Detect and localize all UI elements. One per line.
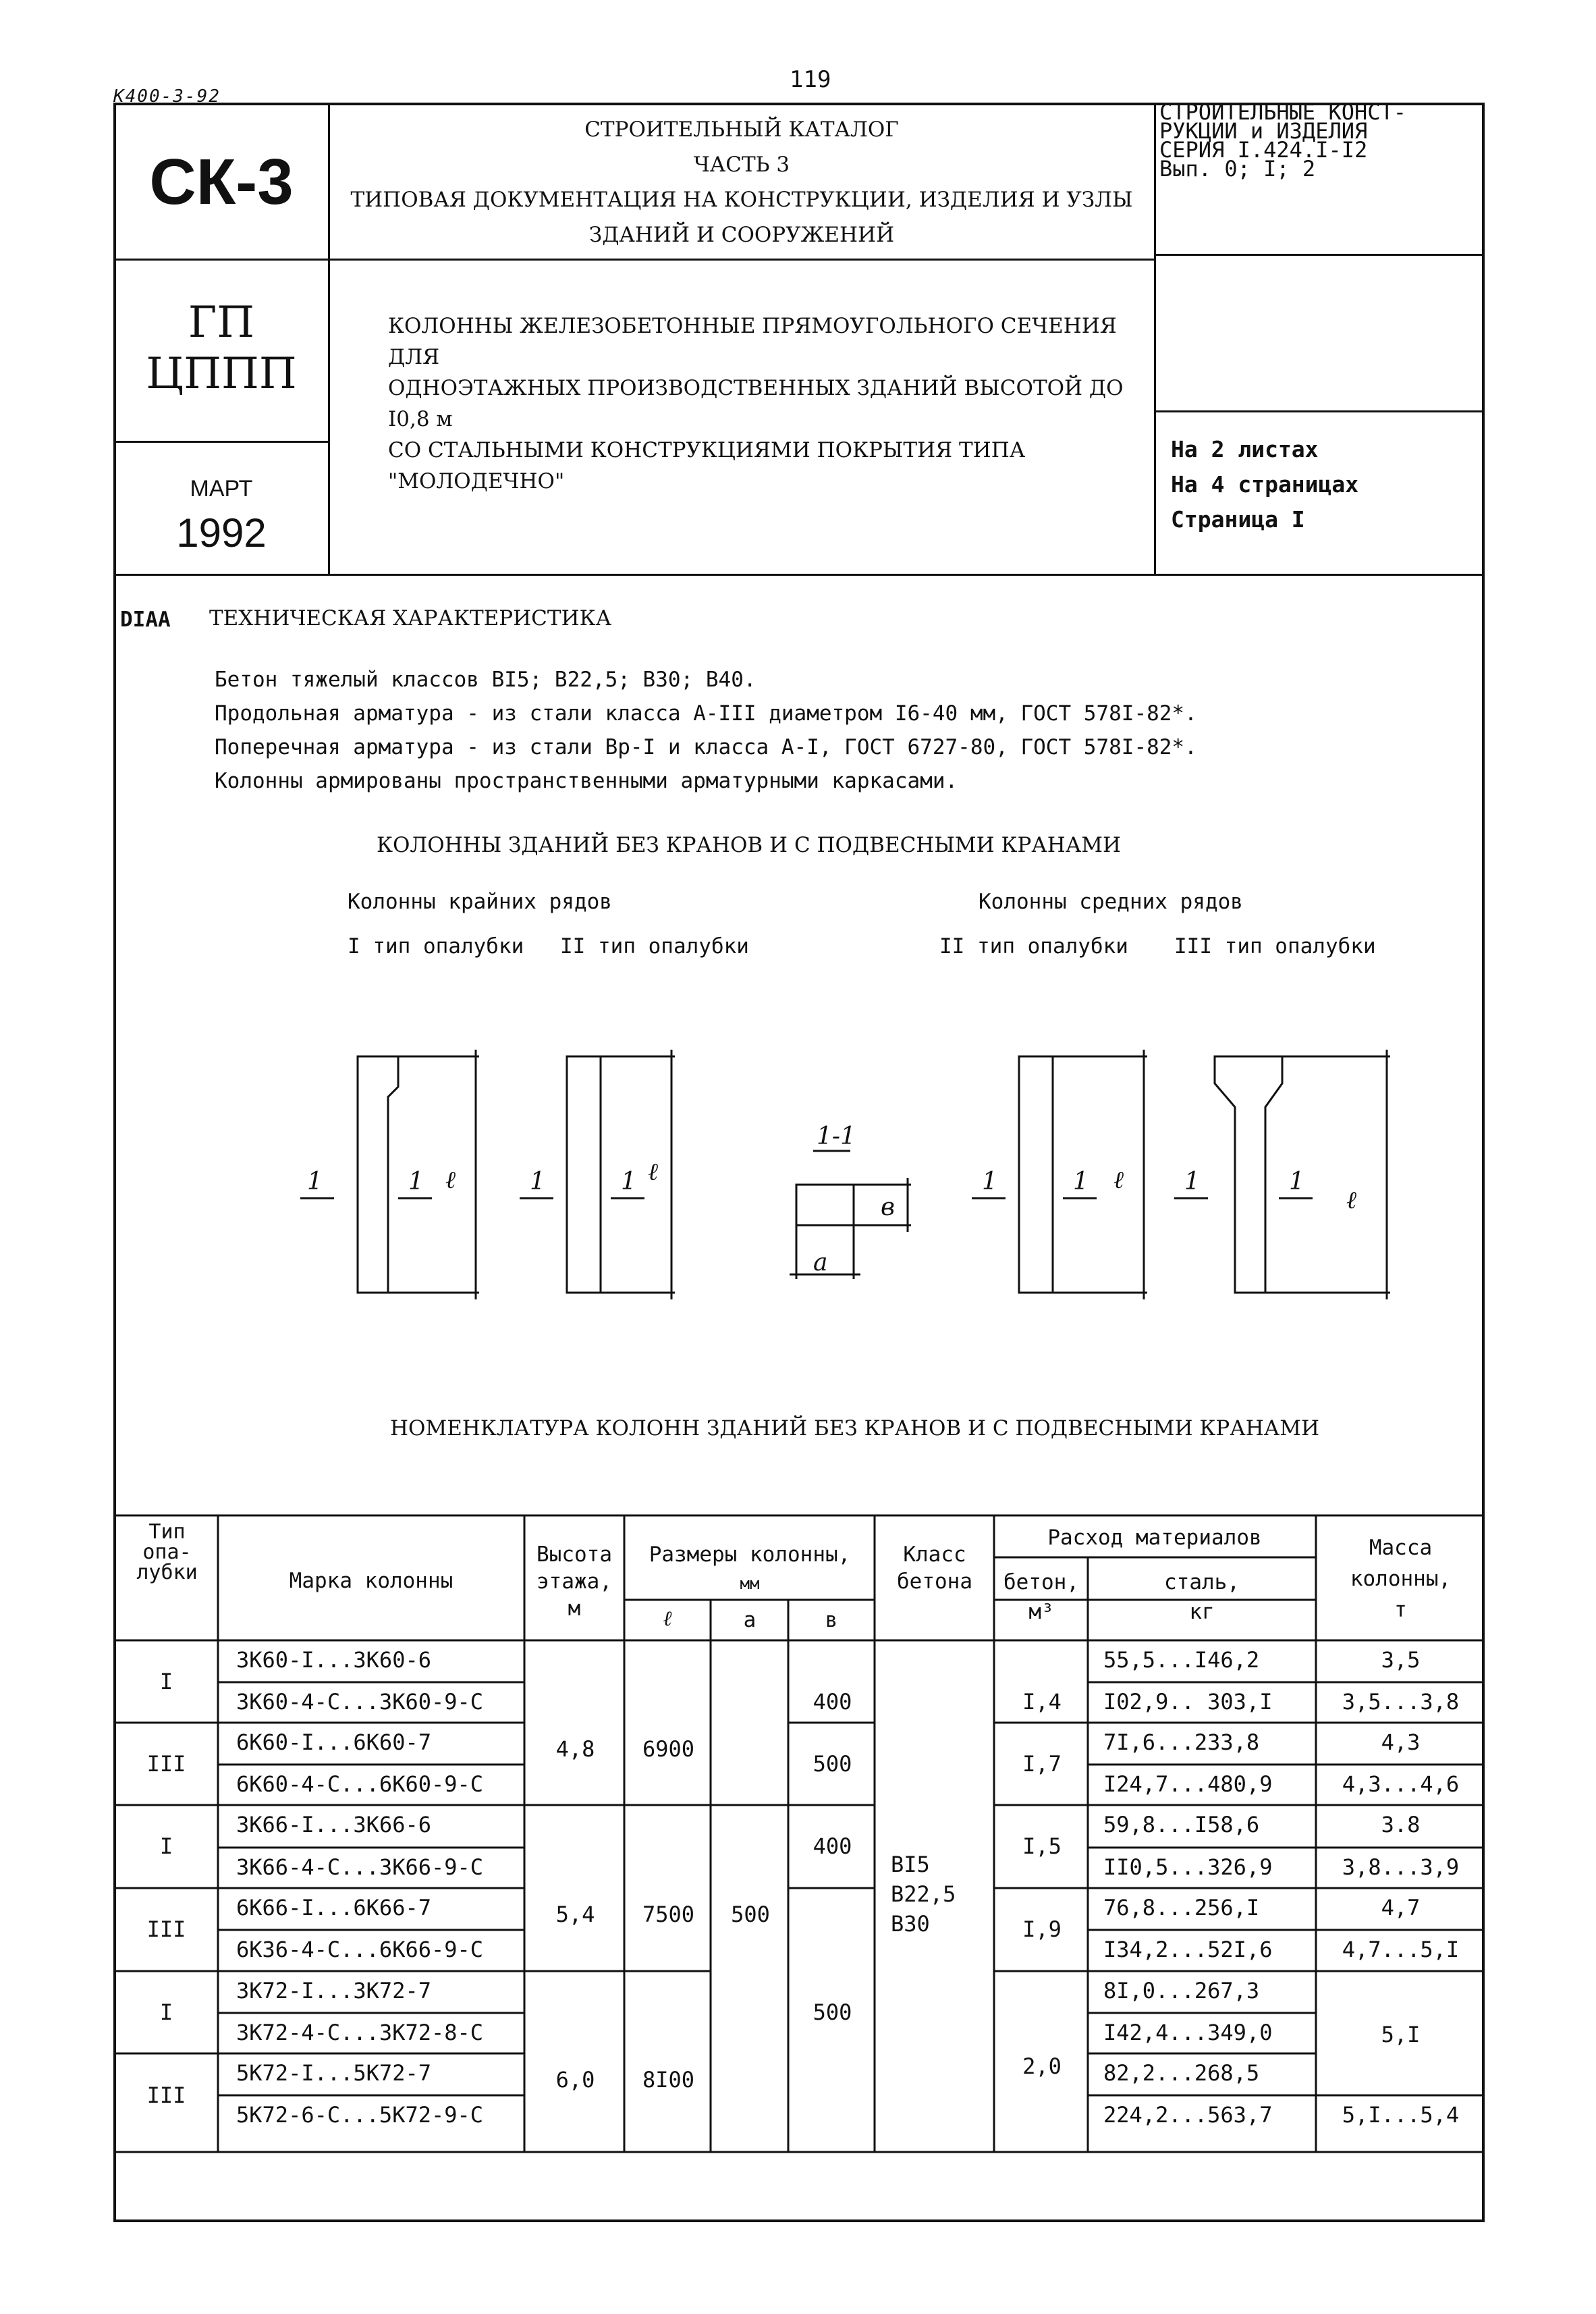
cell-mark: 3К66-4-С...3К66-9-С — [236, 1854, 484, 1880]
cell-steel: I24,7...480,9 — [1103, 1771, 1273, 1797]
cell-height: 4,8 — [555, 1736, 595, 1762]
date-month: МАРТ — [190, 476, 253, 502]
cell-mass-merged: 5,I — [1381, 2022, 1421, 2047]
cell-steel: 76,8...256,I — [1103, 1895, 1260, 1920]
page-number: 119 — [790, 66, 831, 93]
cell-type: III — [146, 2082, 186, 2108]
cell-mass: 4,7...5,I — [1342, 1937, 1460, 1962]
cell-type: I — [159, 1833, 173, 1859]
section-title: ТЕХНИЧЕСКАЯ ХАРАКТЕРИСТИКА — [209, 606, 612, 630]
cell-steel: 55,5...I46,2 — [1103, 1647, 1260, 1673]
cell-mark: 6К60-I...6К60-7 — [236, 1729, 431, 1755]
document-code: К400-3-92 — [113, 86, 221, 107]
cell-length: 6900 — [642, 1736, 695, 1762]
cell-mass: 5,I...5,4 — [1342, 2102, 1460, 2128]
cell-mass: 3.8 — [1381, 1812, 1421, 1837]
cut-mark: 1 — [307, 1168, 323, 1195]
cell-concrete: 2,0 — [1022, 2053, 1062, 2079]
header-dim-b: в — [825, 1608, 838, 1632]
table-title: НОМЕНКЛАТУРА КОЛОНН ЗДАНИЙ БЕЗ КРАНОВ И С ПОДВЕСНЫМИ КРАНАМИ — [390, 1416, 1320, 1441]
cell-dim-b: 400 — [813, 1833, 852, 1859]
code-label: DIAA — [120, 608, 171, 632]
cell-mark: 3К72-4-С...3К72-8-С — [236, 2020, 484, 2045]
cell-type: III — [146, 1916, 186, 1942]
date-year: 1992 — [176, 510, 267, 556]
header-mark: Марка колонны — [289, 1569, 453, 1593]
cell-height: 5,4 — [555, 1902, 595, 1927]
header-dim-l: ℓ — [663, 1607, 672, 1631]
cell-mass: 3,5 — [1381, 1647, 1421, 1673]
header-dimensions: Размеры колонны, — [649, 1542, 851, 1567]
cell-mass: 4,7 — [1381, 1895, 1421, 1920]
header-type: Тип опа- лубки — [136, 1520, 198, 1584]
cell-mark: 5К72-I...5К72-7 — [236, 2060, 431, 2086]
type-label-2: II тип опалубки — [560, 934, 749, 959]
header-height: Высота этажа, м — [536, 1542, 612, 1621]
cut-mark: 1 — [621, 1168, 636, 1195]
cut-mark: 1 — [1184, 1168, 1200, 1195]
cell-steel: I34,2...52I,6 — [1103, 1937, 1273, 1962]
section-label: 1-1 — [817, 1123, 856, 1150]
cut-mark: 1 — [408, 1168, 424, 1195]
cell-mark: 3К72-I...3К72-7 — [236, 1978, 431, 2003]
catalog-title: СТРОИТЕЛЬНЫЙ КАТАЛОГ ЧАСТЬ 3 ТИПОВАЯ ДОКУМЕНТАЦИЯ НА КОНСТРУКЦИИ, ИЗДЕЛИЯ И УЗЛЫ ЗДАНИЙ И СООРУЖЕНИЙ — [350, 117, 1133, 247]
cell-steel: I42,4...349,0 — [1103, 2020, 1273, 2045]
document-title: КОЛОННЫ ЖЕЛЕЗОБЕТОННЫЕ ПРЯМОУГОЛЬНОГО СЕЧЕНИЯ ДЛЯ ОДНОЭТАЖНЫХ ПРОИЗВОДСТВЕННЫХ ЗДАНИЙ ВЫСОТОЙ ДО I0,8 м СО СТАЛЬНЫМИ КОНСТРУКЦИЯМИ ПОКРЫТИЯ ТИПА "МОЛОДЕЧНО" — [388, 314, 1124, 493]
header-steel: сталь, кг — [1164, 1570, 1240, 1624]
cell-dim-b: 400 — [813, 1689, 852, 1715]
cell-mass: 4,3...4,6 — [1342, 1771, 1460, 1797]
header-concrete: бетон, м³ — [1003, 1570, 1079, 1624]
dim-length: ℓ — [1113, 1166, 1124, 1194]
cell-concrete: I,9 — [1022, 1916, 1062, 1942]
cell-steel: 82,2...268,5 — [1103, 2060, 1260, 2086]
type-label-1: I тип опалубки — [348, 934, 524, 959]
header-dim-a: а — [743, 1608, 756, 1632]
organization: ГП ЦППП — [146, 298, 297, 399]
cell-steel: 224,2...563,7 — [1103, 2102, 1273, 2128]
cell-concrete: I,5 — [1022, 1833, 1062, 1859]
cell-dim-a: 500 — [731, 1902, 770, 1927]
cell-type: III — [146, 1751, 186, 1777]
outer-rows-label: Колонны крайних рядов — [348, 890, 612, 914]
series-info: СТРОИТЕЛЬНЫЕ КОНСТ- РУКЦИИ и ИЗДЕЛИЯ СЕРИЯ I.424.I-I2 Вып. 0; I; 2 — [1159, 99, 1407, 182]
header-dimensions-unit: мм — [740, 1574, 760, 1593]
cell-type: I — [159, 1999, 173, 2025]
cell-mass: 3,8...3,9 — [1342, 1854, 1460, 1880]
dim-length: ℓ — [648, 1158, 658, 1186]
cell-mark: 6К66-I...6К66-7 — [236, 1895, 431, 1920]
cell-mark: 6К60-4-С...6К60-9-С — [236, 1771, 484, 1797]
cell-length: 8I00 — [642, 2067, 695, 2093]
cell-mark: 3К60-4-С...3К60-9-С — [236, 1689, 484, 1715]
cell-steel: II0,5...326,9 — [1103, 1854, 1273, 1880]
middle-rows-label: Колонны средних рядов — [979, 890, 1243, 914]
cell-mass: 4,3 — [1381, 1729, 1421, 1755]
cell-mark: 6К36-4-С...6К66-9-С — [236, 1937, 484, 1962]
cell-mark: 5К72-6-С...5К72-9-С — [236, 2102, 484, 2128]
cell-type: I — [159, 1669, 173, 1694]
cut-mark: 1 — [1289, 1168, 1304, 1195]
spec-text: Бетон тяжелый классов BI5; B22,5; B30; B40. Продольная арматура - из стали класса A-III диаметром I6-40 мм, ГОСТ 578I-82*. Поперечная арматура - из стали Bp-I и класса A-I, ГОСТ 6727-80, ГОСТ 578I-82*. Колонны армированы пространственными арматурными каркасами. — [215, 668, 1197, 793]
header-mass: Масса колонны, т — [1350, 1536, 1452, 1622]
cell-length: 7500 — [642, 1902, 695, 1927]
cell-mark: 3К66-I...3К66-6 — [236, 1812, 431, 1837]
cell-concrete-class: BI5 B22,5 B30 — [891, 1852, 956, 1937]
cut-mark: 1 — [982, 1168, 997, 1195]
cell-steel: 59,8...I58,6 — [1103, 1812, 1260, 1837]
cell-concrete: I,7 — [1022, 1751, 1062, 1777]
dim-b: в — [881, 1193, 895, 1221]
cell-steel: 7I,6...233,8 — [1103, 1729, 1260, 1755]
type-label-4: III тип опалубки — [1174, 934, 1376, 959]
dim-a: a — [813, 1249, 828, 1276]
cut-mark: 1 — [530, 1168, 545, 1195]
cell-steel: 8I,0...267,3 — [1103, 1978, 1260, 2003]
diagram-title: КОЛОННЫ ЗДАНИЙ БЕЗ КРАНОВ И С ПОДВЕСНЫМИ КРАНАМИ — [377, 833, 1122, 857]
catalog-code: СК-3 — [149, 146, 294, 218]
type-label-3: II тип опалубки — [939, 934, 1128, 959]
cell-dim-b: 500 — [813, 1999, 852, 2025]
dim-length: ℓ — [445, 1166, 456, 1194]
cell-height: 6,0 — [555, 2067, 595, 2093]
cell-dim-b: 500 — [813, 1751, 852, 1777]
cell-mass: 3,5...3,8 — [1342, 1689, 1460, 1715]
header-materials: Расход материалов — [1047, 1526, 1262, 1550]
sheets-info: На 2 листах На 4 страницах Страница I — [1171, 436, 1359, 533]
cell-concrete: I,4 — [1022, 1689, 1062, 1715]
cell-steel: I02,9.. 303,I — [1103, 1689, 1273, 1715]
dim-length: ℓ — [1346, 1187, 1356, 1214]
cell-mark: 3К60-I...3К60-6 — [236, 1647, 431, 1673]
header-concrete-class: Класс бетона — [897, 1542, 972, 1594]
cut-mark: 1 — [1073, 1168, 1089, 1195]
